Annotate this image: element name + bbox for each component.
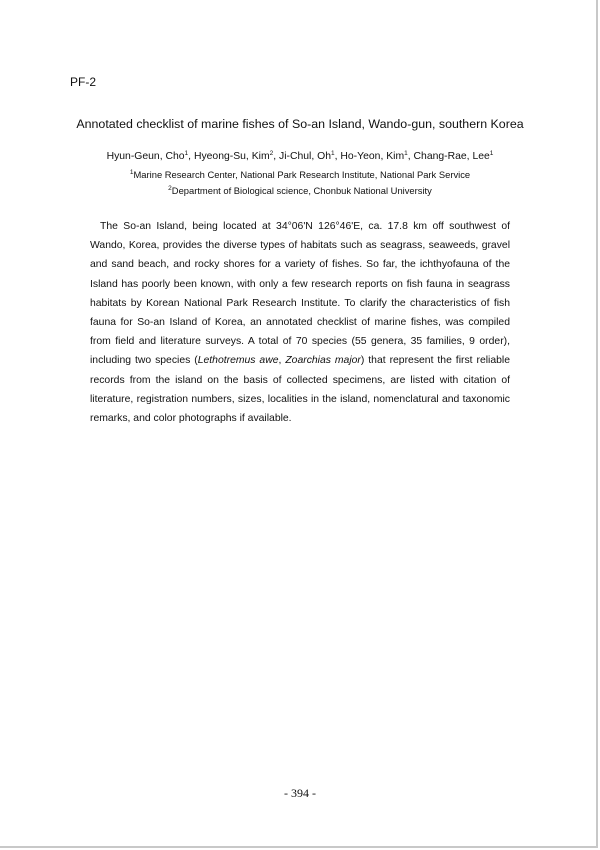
affiliation-mark: 1 [404,150,408,157]
abstract-text-2: ) that represent the first reliable records from the island on the basis of collected specimens, are listed with citation of literature, registration numbers, sizes, localities in the island, nomenclatural and taxonomic remarks, and color photographs if available. [90,355,510,425]
affiliation-mark: 1 [330,150,335,157]
affiliation-mark: 1 [129,169,134,176]
presentation-code: PF-2 [70,75,97,89]
paper-title: Annotated checklist of marine fishes of So-an Island, Wando-gun, southern Korea [76,117,524,131]
author-name: Ji-Chul, Oh [279,151,331,162]
author-name: Hyeong-Su, Kim [193,151,270,162]
affiliation-mark: 2 [168,185,172,192]
abstract-separator: , [278,355,286,367]
abstract-paragraph [90,217,510,428]
page-number: - 394 - [284,786,316,800]
affiliation-text: Marine Research Center, National Park Research Institute, National Park Service [133,169,471,180]
affiliation-mark: 1 [489,150,494,157]
abstract-text-1: The So-an Island, being located at 34°06'N 126°46'E, ca. 17.8 km off southwest of Wando, Korea, provides the diverse types of habitats such as seagrass, seaweeds, gravel and sand beach, and rocky shores for a variety of fishes. So far, the ichthyofauna of the Island has poorly been known, with only a few research reports on fish fauna in seagrass habitats by Korean National Park Research Institute. To clarify the characteristics of fish fauna for So-an Island of Korea, an annotated checklist of marine fishes, was compiled from field and literature surveys. A total of 70 species (55 genera, 35 families, 9 order), including two species ( [90,221,510,367]
species-name: Lethotremus awe [197,355,279,367]
affiliation-1 [0,169,600,181]
affiliation-mark: 2 [269,150,274,157]
species-name: Zoarchias major [285,355,361,367]
author-name: Ho-Yeon, Kim [340,151,405,162]
affiliation-text: Department of Biological science, Chonbuk National University [171,185,432,196]
author-list: Hyun-Geun, Cho$^1$, Hyeong-Su, Kim$^2$, Ji-Chul, Oh$^1$, Ho-Yeon, Kim$^1$, Chang-Rae, Lee$^1$ [106,150,494,162]
affiliation-mark: 1 [184,150,189,157]
author-name: Hyun-Geun, Cho [106,151,185,162]
affiliation-2 [0,185,600,197]
author-name: Chang-Rae, Lee [413,151,490,162]
